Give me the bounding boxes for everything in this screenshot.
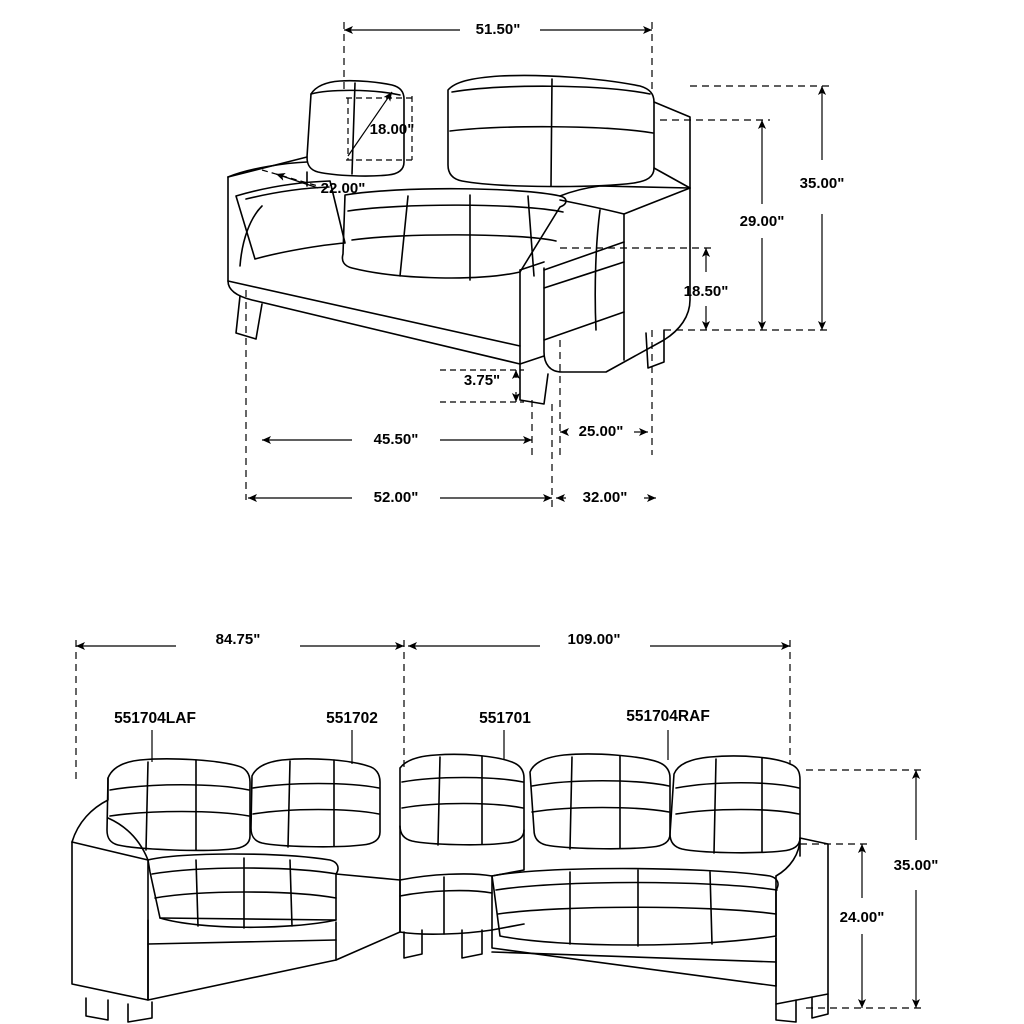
dim-side-depth-inner: 25.00"	[578, 422, 624, 440]
part-label-raf: 551704RAF	[626, 708, 710, 726]
dim-right-section-width: 109.00"	[567, 630, 621, 648]
dim-overall-height: 35.00"	[799, 174, 845, 192]
dim-overall-depth: 32.00"	[582, 488, 628, 506]
part-label-corner: 551701	[479, 710, 531, 728]
dim-seat-depth-cushion: 22.00"	[320, 179, 366, 197]
dim-back-cushion-height: 18.00"	[369, 120, 415, 138]
dim-overall-width: 52.00"	[373, 488, 419, 506]
dim-arm-height: 18.50"	[683, 282, 729, 300]
dim-sectional-back-height: 24.00"	[839, 908, 885, 926]
loveseat-perspective-view	[228, 75, 690, 404]
dim-leg-height: 3.75"	[463, 371, 501, 389]
dim-back-height: 29.00"	[739, 212, 785, 230]
dim-inner-seat-width: 45.50"	[373, 430, 419, 448]
part-label-armless: 551702	[326, 710, 378, 728]
dim-top-width: 51.50"	[475, 20, 521, 38]
dim-left-section-width: 84.75"	[215, 630, 261, 648]
dim-sectional-overall-height: 35.00"	[893, 856, 939, 874]
sectional-front-view	[72, 754, 828, 1022]
part-label-laf: 551704LAF	[114, 710, 196, 728]
loveseat-dimension-lines	[246, 22, 830, 512]
